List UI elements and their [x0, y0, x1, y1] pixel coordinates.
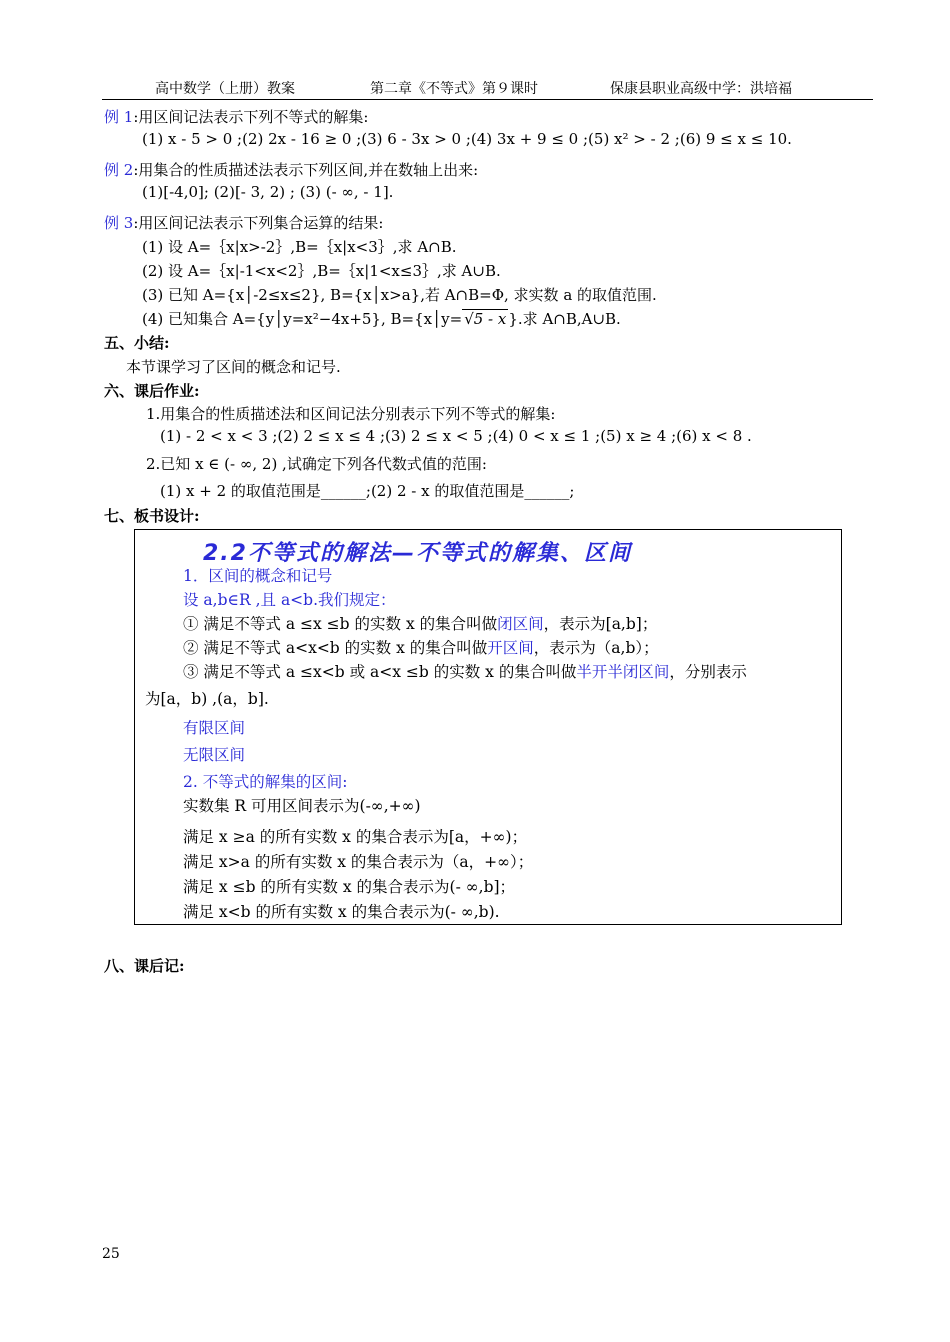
header-left: 高中数学（上册）教案 — [155, 81, 295, 97]
infinite-interval: 无限区间 — [183, 746, 246, 764]
example-2-items: (1)[-4,0]; (2)[- 3, 2) ; (3) (- ∞, - 1]. — [142, 183, 394, 201]
rule-gt-a: 满足 x>a 的所有实数 x 的集合表示为（a，+∞）； — [183, 853, 534, 871]
rule-le-b: 满足 x ≤b 的所有实数 x 的集合表示为(- ∞,b]； — [183, 878, 516, 896]
open-interval-line — [183, 638, 659, 658]
example-3-item-4 — [142, 308, 621, 329]
half-open-interval-post: ，分别表示 — [669, 663, 747, 681]
rule-ge-a: 满足 x ≥a 的所有实数 x 的集合表示为[a，+∞)； — [183, 828, 528, 846]
homework-q2: 2.已知 x ∈ (- ∞, 2) ,试确定下列各代数式值的范围: — [146, 455, 487, 473]
example-1-label: 例 1 — [104, 108, 134, 126]
homework-q1-items: (1) - 2 < x < 3 ;(2) 2 ≤ x ≤ 4 ;(3) 2 ≤ x < 5 ;(4) 0 < x ≤ 1 ;(5) x ≥ 4 ;(6) x < 8 . — [160, 427, 752, 445]
open-interval-term: 开区间 — [487, 639, 534, 657]
header-rule — [102, 99, 873, 100]
example-3-item-1: (1) 设 A=｛x|x>-2｝,B=｛x|x<3｝,求 A∩B. — [142, 238, 457, 256]
summary-text: 本节课学习了区间的概念和记号. — [126, 358, 341, 376]
example-1-items: (1) x - 5 > 0 ;(2) 2x - 16 ≥ 0 ;(3) 6 - 3x > 0 ;(4) 3x + 9 ≤ 0 ;(5) x² > - 2 ;(6) 9 ≤ x ≤ 10. — [142, 130, 792, 148]
real-set-line: 实数集 R 可用区间表示为(-∞,+∞) — [183, 797, 421, 815]
example-2 — [104, 159, 478, 180]
half-open-interval-cont: 为[a，b) ,(a，b]. — [145, 690, 269, 708]
header-right: 保康县职业高级中学：洪培福 — [610, 81, 792, 97]
board-title: 2.2不等式的解法—不等式的解集、区间 — [203, 541, 632, 566]
homework-q2-items: (1) x + 2 的取值范围是______;(2) 2 - x 的取值范围是______; — [160, 482, 575, 500]
page-number: 25 — [102, 1246, 120, 1262]
rule-lt-b: 满足 x<b 的所有实数 x 的集合表示为(- ∞,b). — [183, 903, 500, 921]
example-1-text: :用区间记法表示下列不等式的解集: — [133, 108, 369, 126]
board-section-2: 2. 不等式的解集的区间: — [183, 773, 348, 791]
example-1 — [104, 106, 368, 127]
header-center: 第二章《不等式》第９课时 — [370, 81, 538, 97]
afternote-heading: 八、课后记: — [104, 957, 185, 975]
example-3-item-4-pre: (4) 已知集合 A={y│y=x²−4x+5}, B={x│y= — [142, 310, 463, 328]
board-heading: 七、板书设计: — [104, 507, 200, 525]
example-2-label: 例 2 — [104, 161, 134, 179]
homework-heading: 六、课后作业: — [104, 382, 200, 400]
sqrt-expression: √5 - x — [464, 310, 507, 328]
closed-interval-pre: ① 满足不等式 a ≤x ≤b 的实数 x 的集合叫做 — [183, 615, 498, 633]
open-interval-post: ，表示为（a,b）； — [533, 639, 659, 657]
half-open-interval-line — [183, 662, 747, 682]
closed-interval-term: 闭区间 — [497, 615, 544, 633]
sqrt-radicand: 5 - x — [473, 310, 507, 328]
finite-interval: 有限区间 — [183, 719, 246, 737]
board-definition: 设 a,b∈R ,且 a<b.我们规定： — [183, 591, 396, 609]
example-3-item-3: (3) 已知 A={x│-2≤x≤2}, B={x│x>a},若 A∩B=Φ, 求实数 a 的取值范围. — [142, 286, 657, 304]
open-interval-pre: ② 满足不等式 a<x<b 的实数 x 的集合叫做 — [183, 639, 488, 657]
example-3 — [104, 212, 383, 233]
example-3-text: :用区间记法表示下列集合运算的结果: — [133, 214, 384, 232]
example-3-item-4-post: }.求 A∩B,A∪B. — [508, 310, 621, 328]
example-3-label: 例 3 — [104, 214, 134, 232]
board-design-box — [134, 529, 842, 925]
half-open-interval-pre: ③ 满足不等式 a ≤x<b 或 a<x ≤b 的实数 x 的集合叫做 — [183, 663, 577, 681]
homework-q1: 1.用集合的性质描述法和区间记法分别表示下列不等式的解集: — [146, 405, 556, 423]
example-2-text: :用集合的性质描述法表示下列区间,并在数轴上出来: — [133, 161, 479, 179]
half-open-interval-term: 半开半闭区间 — [576, 663, 670, 681]
closed-interval-post: ，表示为[a,b]； — [543, 615, 658, 633]
example-3-item-2: (2) 设 A=｛x|-1<x<2｝,B=｛x|1<x≤3｝,求 A∪B. — [142, 262, 501, 280]
board-section-1: 1．区间的概念和记号 — [183, 567, 333, 585]
closed-interval-line — [183, 614, 657, 634]
summary-heading: 五、小结: — [104, 334, 170, 352]
